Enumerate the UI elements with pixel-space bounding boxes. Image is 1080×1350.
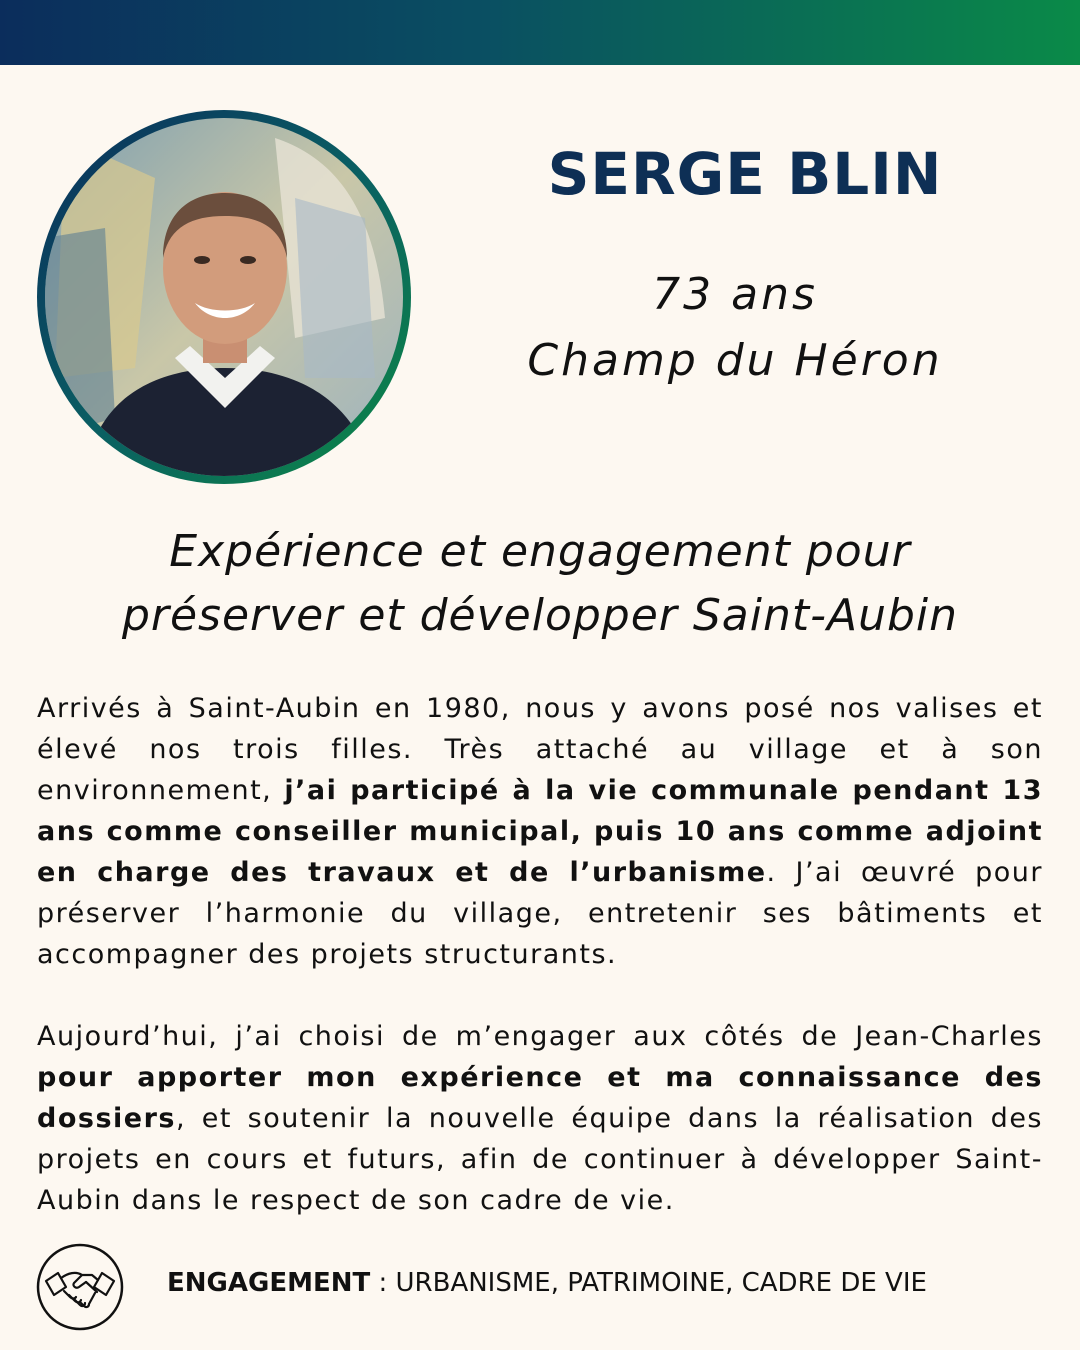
biography-paragraph-1 (37, 688, 1043, 975)
engagement-separator: : (370, 1268, 396, 1298)
tagline-line-1: Expérience et engagement pour (169, 526, 911, 577)
tagline (40, 520, 1040, 648)
engagement-label: ENGAGEMENT (167, 1268, 371, 1298)
portrait-photo (45, 118, 403, 476)
paragraph-1-intro: Arrivés à Saint-Aubin en 1980, nous y avons posé nos valises et élevé nos trois filles. Très attaché au village et à son environnement, (37, 693, 1043, 806)
candidate-age: 73 ans (652, 269, 818, 320)
paragraph-1-outro: . J’ai œuvré pour préserver l’harmonie du village, entretenir ses bâtiments et accompagner des projets structurants. (37, 857, 1043, 970)
candidate-name: SERGE BLIN (547, 140, 943, 208)
engagement-footer (167, 1268, 927, 1298)
biography-paragraph-2 (37, 1016, 1043, 1221)
paragraph-2-highlight: pour apporter mon expérience et ma connaissance des dossiers (37, 1062, 1043, 1134)
handshake-icon (36, 1243, 124, 1331)
paragraph-2-intro: Aujourd’hui, j’ai choisi de m’engager aux côtés de Jean-Charles (37, 1021, 1043, 1052)
header-gradient-band (0, 0, 1080, 65)
tagline-line-2: préserver et développer Saint-Aubin (121, 590, 959, 641)
candidate-info (490, 262, 980, 394)
paragraph-1-highlight: j’ai participé à la vie communale pendant 13 ans comme conseiller municipal, puis 10 ans comme adjoint en charge des travaux et de l’urbanisme (37, 775, 1044, 888)
engagement-value: URBANISME, PATRIMOINE, CADRE DE VIE (395, 1268, 927, 1298)
portrait-frame (37, 110, 411, 484)
paragraph-2-outro: , et soutenir la nouvelle équipe dans la réalisation des projets en cours et futurs, afin de continuer à développer Saint-Aubin dans le respect de son cadre de vie. (37, 1103, 1043, 1216)
candidate-neighborhood: Champ du Héron (527, 335, 943, 386)
portrait-illustration (45, 118, 403, 476)
